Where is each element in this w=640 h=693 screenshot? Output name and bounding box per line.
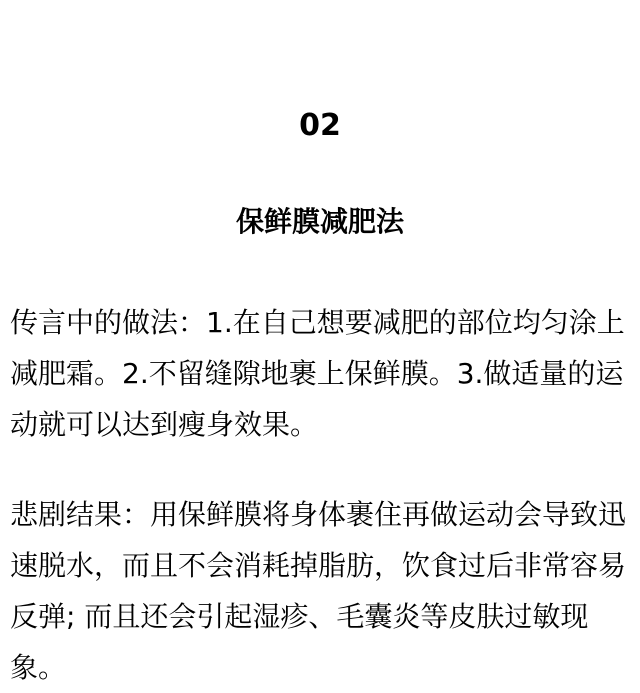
section-title: 保鲜膜减肥法 <box>235 205 404 238</box>
result-paragraph: 悲剧结果：用保鲜膜将身体裹住再做运动会导致迅速脱水，而且不会消耗掉脂肪，饮食过后非常容易反弹; 而且还会引起湿疹、毛囊炎等皮肤过敏现象。 <box>10 498 627 684</box>
section-number: 02 <box>299 108 341 143</box>
rumor-method-paragraph: 传言中的做法：1.在自己想要减肥的部位均匀涂上减肥霜。2.不留缝隙地裹上保鲜膜。3.做适量的运动就可以达到瘦身效果。 <box>10 306 625 441</box>
